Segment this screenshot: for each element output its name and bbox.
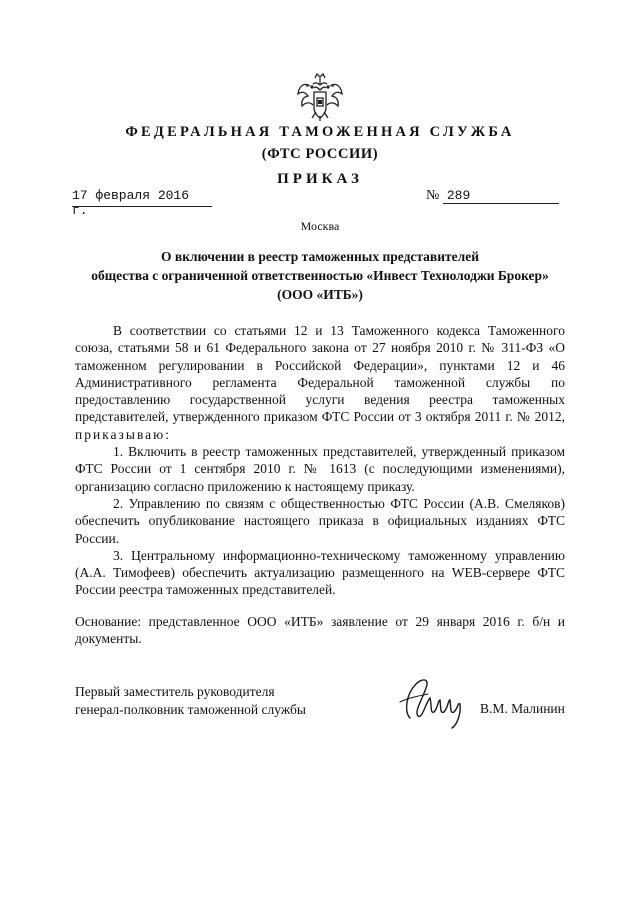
double-headed-eagle-emblem <box>296 72 344 122</box>
item-1: 1. Включить в реестр таможенных представителей, утвержденный приказом ФТС России от 1 сентября 2010 г. № 1613 (с последующими изменениями), организацию согласно приложению к настоящему приказу. <box>75 444 565 494</box>
handwritten-signature <box>396 672 472 730</box>
agency-short-name: (ФТС РОССИИ) <box>261 146 379 162</box>
signer-position-line-1: Первый заместитель руководителя <box>75 684 275 699</box>
title-line-2: общества с ограниченной ответственностью «Инвест Технолоджи Брокер» <box>91 268 549 283</box>
agency-name: ФЕДЕРАЛЬНАЯ ТАМОЖЕННАЯ СЛУЖБА <box>125 124 515 140</box>
city: Москва <box>300 219 340 233</box>
order-date: 17 февраля 2016 г. <box>72 188 212 207</box>
item-3: 3. Центральному информационно-техническому таможенному управлению (А.А. Тимофеев) обеспечить актуализацию размещенного на WEB-сервере ФТС России реестра таможенных представителей. <box>75 547 565 598</box>
signer-position-line-2: генерал-полковник таможенной службы <box>75 702 306 717</box>
item-2: 2. Управлению по связям с общественностью ФТС России (А.В. Смеляков) обеспечить опубликование настоящего приказа в официальных изданиях ФТС России. <box>75 495 565 546</box>
order-number: 289 <box>443 188 559 204</box>
signer-name: В.М. Малинин <box>480 701 565 716</box>
document-body <box>75 322 565 647</box>
preamble-text: В соответствии со статьями 12 и 13 Таможенного кодекса Таможенного союза, статьями 58 и 61 Федерального закона от 27 ноября 2010 г. № 311-ФЗ «О таможенном регулировании в Российской Федерации», пунктами 12 и 46 Административного регламента Федеральной таможенной службы по предоставлению государственной услуги ведения реестра таможенных представителей, утвержденного приказом ФТС России от 3 октября 2011 г. № 2012, <box>75 323 565 425</box>
order-heading: ПРИКАЗ <box>277 171 363 187</box>
title-line-1: О включении в реестр таможенных представителей <box>161 249 479 264</box>
basis-paragraph: Основание: представленное ООО «ИТБ» заявление от 29 января 2016 г. б/н и документы. <box>75 613 565 647</box>
title-line-3: (ООО «ИТБ») <box>277 287 363 302</box>
order-number-block <box>426 188 566 206</box>
preamble-paragraph <box>75 322 565 443</box>
order-number-label: № <box>426 188 440 203</box>
document-title <box>60 247 580 304</box>
signer-position <box>75 683 355 719</box>
order-verb: приказываю: <box>75 426 171 442</box>
